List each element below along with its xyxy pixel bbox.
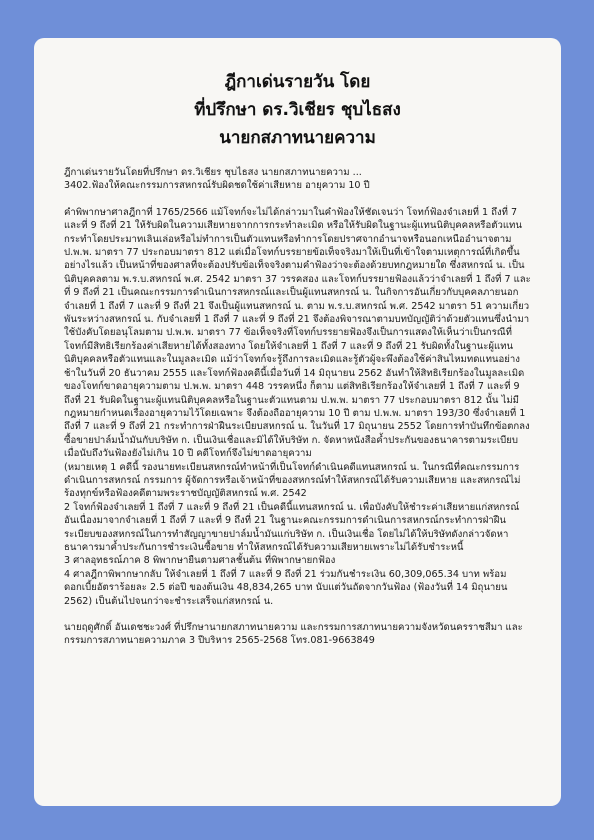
spacer xyxy=(64,193,531,206)
note-1: (หมายเหตุ 1 คดีนี้ รองนายทะเบียนสหกรณ์ทำหน้าที่เป็นโจทก์ดำเนินคดีแทนสหกรณ์ น. ในกรณีที่คณะกรรมการดำเนินการสหกรณ์ กรรมการ ผู้จัดการหรือเจ้าหน้าที่ของสหกรณ์ทำให้สหกรณ์ได้รับความเสียหาย และสหกรณ์ไม่ร้องทุกข์หรือฟ้องคดีตามพระราชบัญญัติสหกรณ์ พ.ศ. 2542 xyxy=(64,461,521,500)
title-line-2: ที่ปรึกษา ดร.วิเชียร ชุบไธสง xyxy=(194,100,401,120)
judgment-paragraph: คำพิพากษาศาลฎีกาที่ 1765/2566 แม้โจทก์จะไม่ได้กล่าวมาในคำฟ้องให้ชัดเจนว่า โจทก์ฟ้องจำเลยที่ 1 ถึงที่ 7 และที่ 9 ถึงที่ 21 ให้รับผิดในความเสียหายจากการกระทำละเมิด หรือให้รับผิดในฐานะผู้แทนนิติบุคคลหรือตัวแทนกระทำโดยประมาทเลินเล่อหรือไม่ทำการเป็นตัวแทนหรือทำการโดยปราศจากอำนาจหรือนอกเหนืออำนาจตาม ป.พ.พ. มาตรา 77 ประกอบมาตรา 812 แต่เมื่อโจทก์บรรยายข้อเท็จจริงมาให้เป็นที่เข้าใจตามเหตุการณ์ที่เกิดขึ้นอย่างไรแล้ว เป็นหน้าที่ของศาลที่จะต้องปรับข้อเท็จจริงตามคำฟ้องว่าจะต้องด้วยบทกฎหมายใด ซึ่งสหกรณ์ น. เป็นนิติบุคคลตาม พ.ร.บ.สหกรณ์ พ.ศ. 2542 มาตรา 37 วรรคสอง และโจทก์บรรยายฟ้องแล้วว่าจำเลยที่ 1 ถึงที่ 7 และที่ 9 ถึงที่ 21 เป็นคณะกรรมการดำเนินการสหกรณ์และเป็นผู้แทนสหกรณ์ น. ในกิจการอันเกี่ยวกับบุคคลภายนอก จำเลยที่ 1 ถึงที่ 7 และที่ 9 ถึงที่ 21 จึงเป็นผู้แทนสหกรณ์ น. ตาม พ.ร.บ.สหกรณ์ พ.ศ. 2542 มาตรา 51 ความเกี่ยวพันระหว่างสหกรณ์ น. กับจำเลยที่ 1 ถึงที่ 7 และที่ 9 ถึงที่ 21 จึงต้องพิจารณาตามบทบัญญัติว่าด้วยตัวแทนซึ่งนำมาใช้บังคับโดยอนุโลมตาม ป.พ.พ. มาตรา 77 ข้อเท็จจริงที่โจทก์บรรยายฟ้องจึงเป็นการแสดงให้เห็นว่าเป็นกรณีที่โจทก์มีสิทธิเรียกร้องค่าเสียหายได้ทั้งสองทาง โดยให้จำเลยที่ 1 ถึงที่ 7 และที่ 9 ถึงที่ 21 รับผิดทั้งในฐานะผู้แทนนิติบุคคลหรือตัวแทนและในมูลละเมิด แม้ว่าโจทก์จะรู้ถึงการละเมิดและรู้ตัวผู้จะพึงต้องใช้ค่าสินไหมทดแทนอย่างช้าในวันที่ 20 ธันวาคม 2555 และโจทก์ฟ้องคดีนี้เมื่อวันที่ 14 มิถุนายน 2562 อันทำให้สิทธิเรียกร้องในมูลละเมิดของโจทก์ขาดอายุความตาม ป.พ.พ. มาตรา 448 วรรคหนึ่ง ก็ตาม แต่สิทธิเรียกร้องให้จำเลยที่ 1 ถึงที่ 7 และที่ 9 ถึงที่ 21 รับผิดในฐานะผู้แทนนิติบุคคลหรือในฐานะตัวแทนตาม ป.พ.พ. มาตรา 77 ประกอบมาตรา 812 นั้น ไม่มีกฎหมายกำหนดเรื่องอายุความไว้โดยเฉพาะ จึงต้องถืออายุความ 10 ปี ตาม ป.พ.พ. มาตรา 193/30 ซึ่งจำเลยที่ 1 ถึงที่ 7 และที่ 9 ถึงที่ 21 กระทำการฝ่าฝืนระเบียบสหกรณ์ น. ในวันที่ 17 มิถุนายน 2552 โดยการทำบันทึกข้อตกลงซื้อขายปาล์มน้ำมันกับบริษัท ก. เป็นเงินเชื่อและมิได้ให้บริษัท ก. จัดหาหนังสือค้ำประกันของธนาคารตามระเบียบ เมื่อนับถึงวันฟ้องยังไม่เกิน 10 ปี คดีโจทก์จึงไม่ขาดอายุความ xyxy=(64,206,531,460)
title-line-3: นายกสภาทนายความ xyxy=(219,128,376,148)
note-3: 3 ศาลอุทธรณ์ภาค 8 พิพากษายืนตามศาลชั้นต้น ที่พิพากษายกฟ้อง xyxy=(64,555,336,567)
intro-line-2: 3402.ฟ้องให้คณะกรรมการสหกรณ์รับผิดชดใช้ค่าเสียหาย อายุความ 10 ปี xyxy=(64,180,370,192)
document-body xyxy=(64,166,531,648)
note-4: 4 ศาลฎีกาพิพากษากลับ ให้จำเลยที่ 1 ถึงที่ 7 และที่ 9 ถึงที่ 21 ร่วมกันชำระเงิน 60,309,065.34 บาท พร้อมดอกเบี้ยอัตราร้อยละ 2.5 ต่อปี ของต้นเงิน 48,834,265 บาท นับแต่วันถัดจากวันฟ้อง (ฟ้องวันที่ 14 มิถุนายน 2562) เป็นต้นไปจนกว่าจะชำระเสร็จแก่สหกรณ์ น. xyxy=(64,568,508,607)
intro-line-1: ฎีกาเด่นรายวันโดยที่ปรึกษา ดร.วิเชียร ชุบไธสง นายกสภาทนายความ ... xyxy=(64,167,362,178)
document-title xyxy=(64,68,531,152)
title-line-1: ฎีกาเด่นรายวัน โดย xyxy=(224,72,371,92)
note-2: 2 โจทก์ฟ้องจำเลยที่ 1 ถึงที่ 7 และที่ 9 ถึงที่ 21 เป็นคดีนี้แทนสหกรณ์ น. เพื่อบังคับให้ชำระค่าเสียหายแก่สหกรณ์ อันเนื่องมาจากจำเลยที่ 1 ถึงที่ 7 และที่ 9 ถึงที่ 21 ในฐานะคณะกรรมการดำเนินการสหกรณ์กระทำการฝ่าฝืนระเบียบของสหกรณ์ในการทำสัญญาขายปาล์มน้ำมันแก่บริษัท ก. เป็นเงินเชื่อ โดยไม่ได้ให้บริษัทดังกล่าวจัดหาธนาคารมาค้ำประกันการชำระเงินซื้อขาย ทำให้สหกรณ์ได้รับความเสียหายเพราะไม่ได้รับชำระหนี้ xyxy=(64,501,520,553)
document-card xyxy=(34,38,561,806)
spacer xyxy=(64,608,531,621)
author-signature: นายฤดูศักดิ์ อันเดชชะวงศ์ ที่ปรึกษานายกสภาทนายความ และกรรมการสภาทนายความจังหวัดนครราชสีมา และกรรมการสภาทนายความภาค 3 ปีบริหาร 2565-2568 โทร.081-9663849 xyxy=(64,622,523,647)
